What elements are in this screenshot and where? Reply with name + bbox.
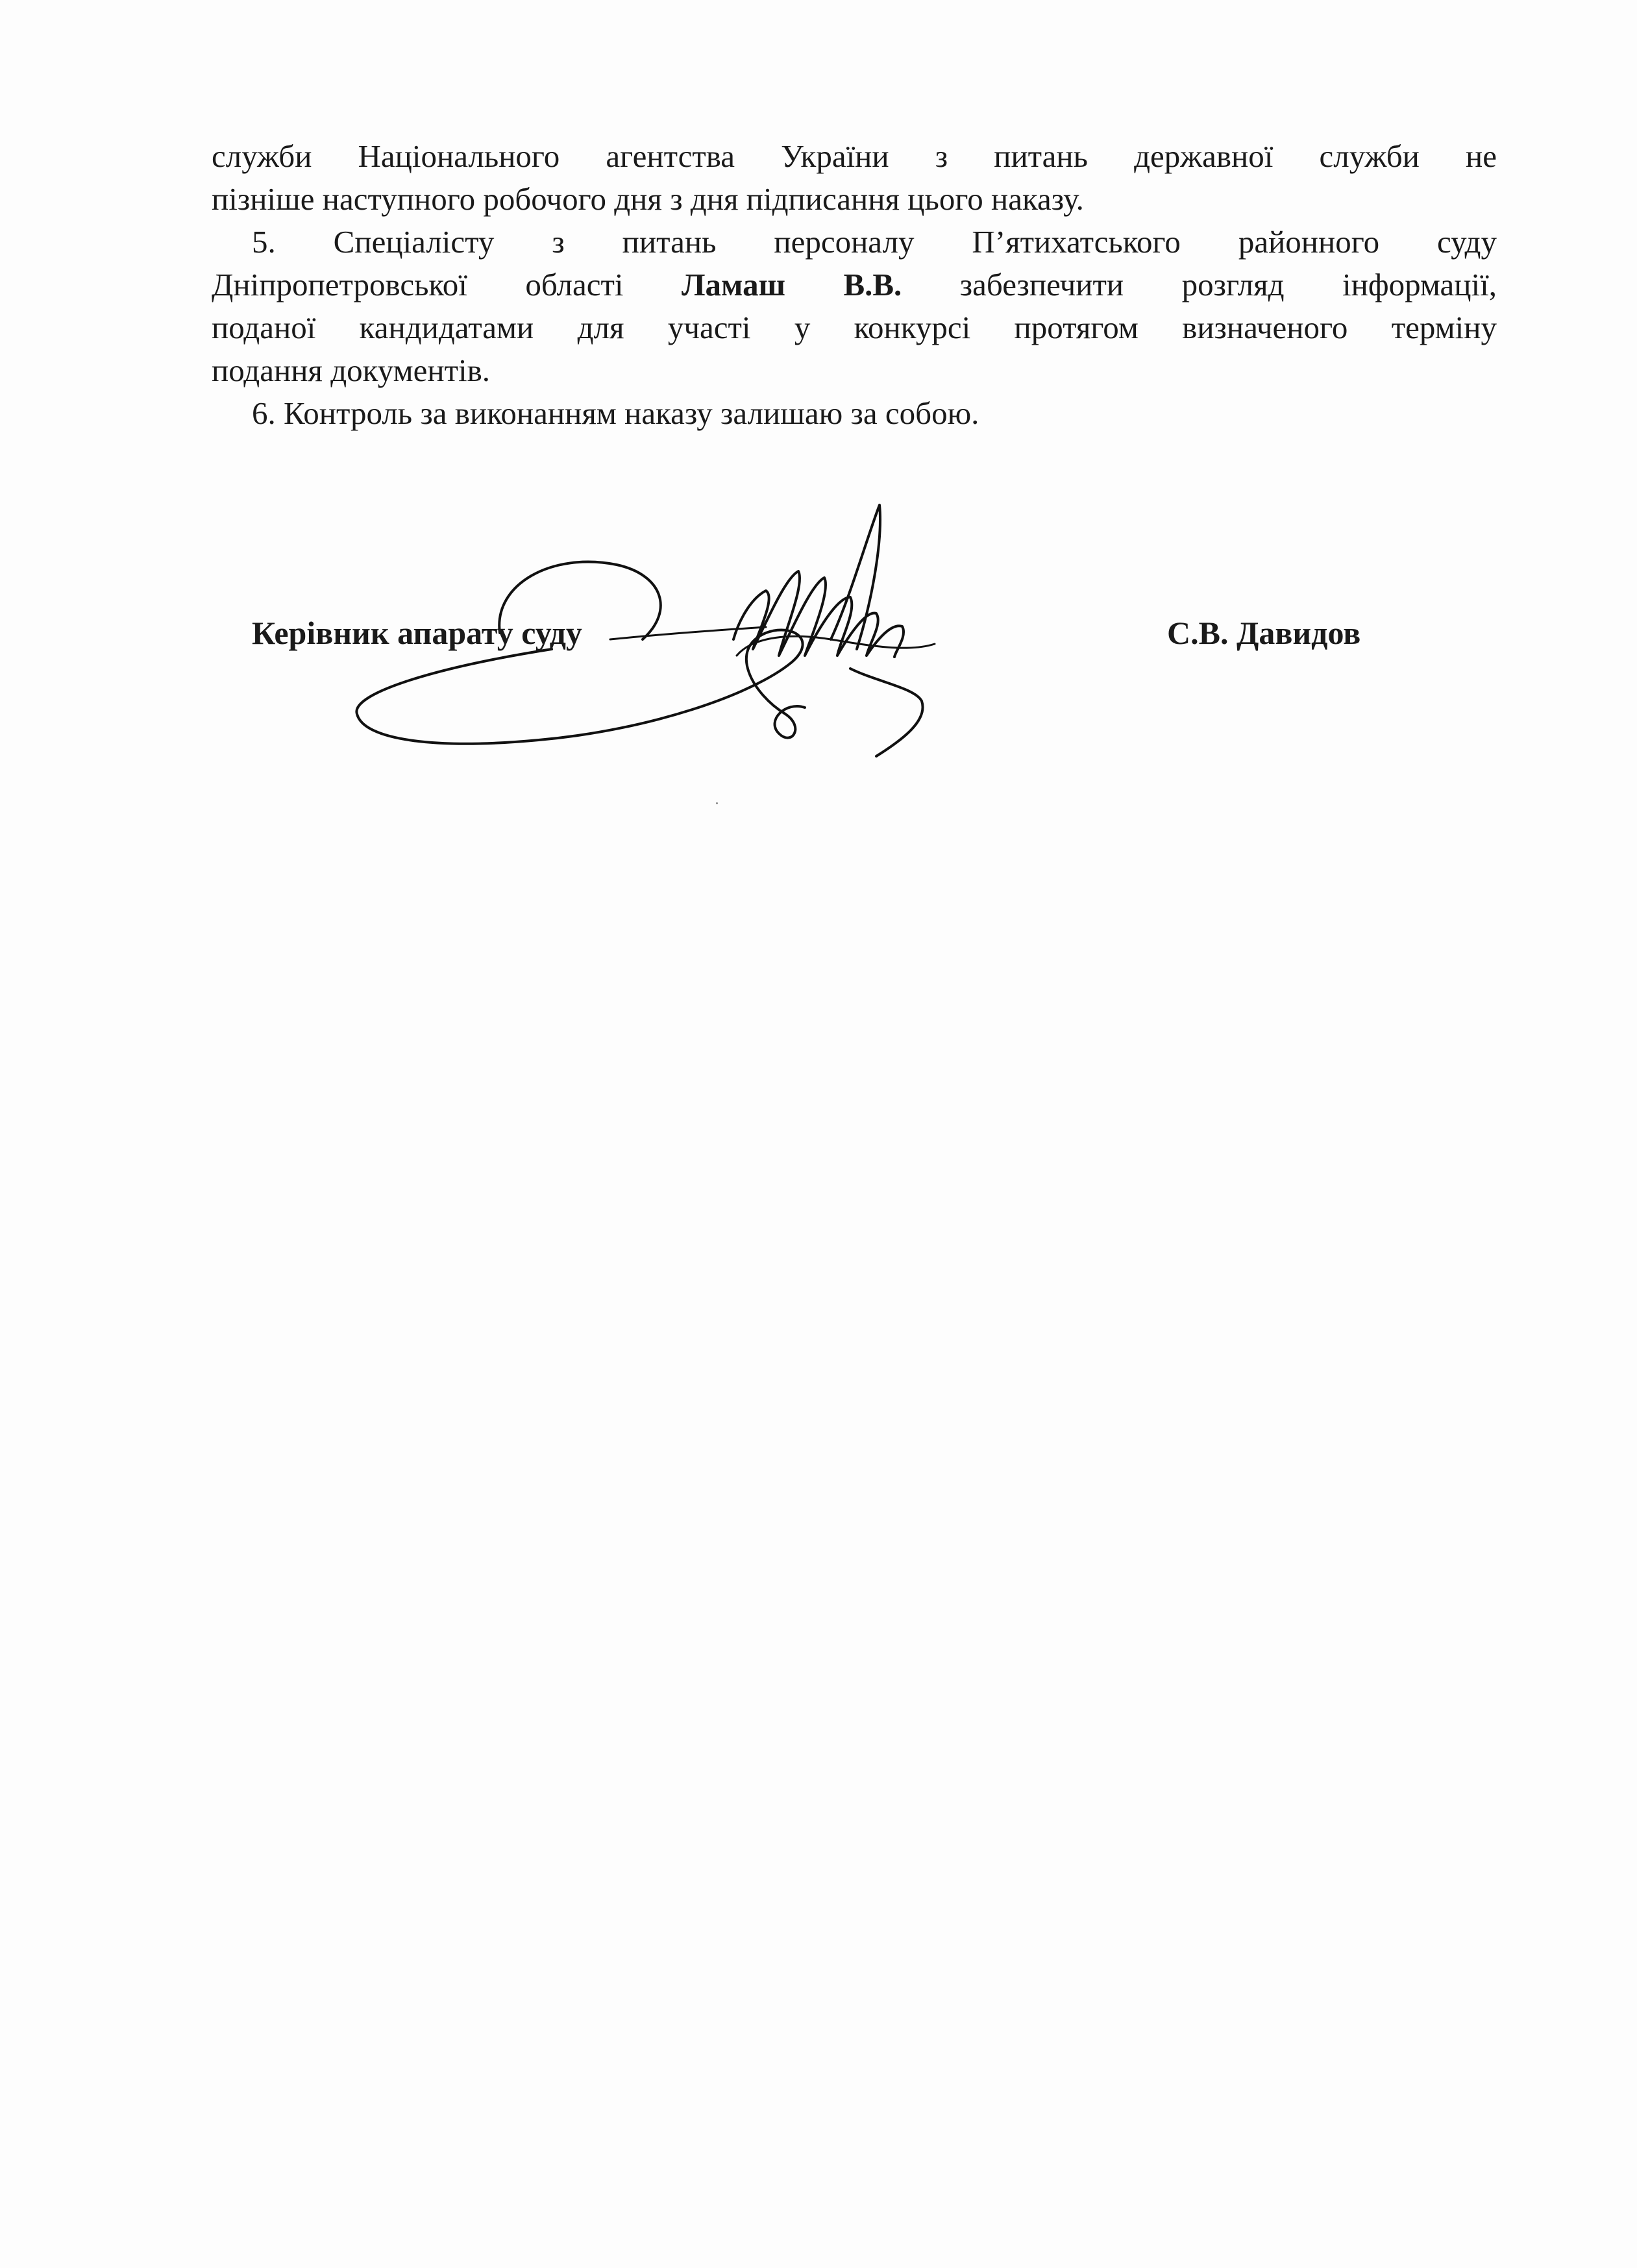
text-line (212, 264, 1497, 306)
text-line: служби Національного агентства України з питань державної служби не (212, 138, 1497, 174)
scan-artifact (716, 802, 718, 804)
responsible-person-name: Ламаш В.В. (682, 267, 902, 302)
signer-name: С.В. Давидов (1167, 615, 1361, 651)
paragraph-continuation (212, 135, 1497, 221)
text-line: поданої кандидатами для участі у конкурсі протягом визначеного терміну (212, 310, 1497, 345)
text-fragment: забезпечити розгляд інформації, (902, 267, 1497, 302)
text-line: 6. Контроль за виконанням наказу залишаю за собою. (252, 395, 979, 431)
text-line: пізніше наступного робочого дня з дня підписання цього наказу. (212, 181, 1084, 217)
paragraph-item-6 (212, 392, 1497, 435)
text-line: подання документів. (212, 352, 491, 388)
document-body (212, 135, 1497, 435)
text-line: 5. Спеціалісту з питань персоналу П’ятихатського районного суду (252, 224, 1497, 260)
text-fragment: Дніпропетровської області (212, 267, 682, 302)
position-title: Керівник апарату суду (252, 615, 582, 651)
paragraph-item-5 (212, 221, 1497, 392)
